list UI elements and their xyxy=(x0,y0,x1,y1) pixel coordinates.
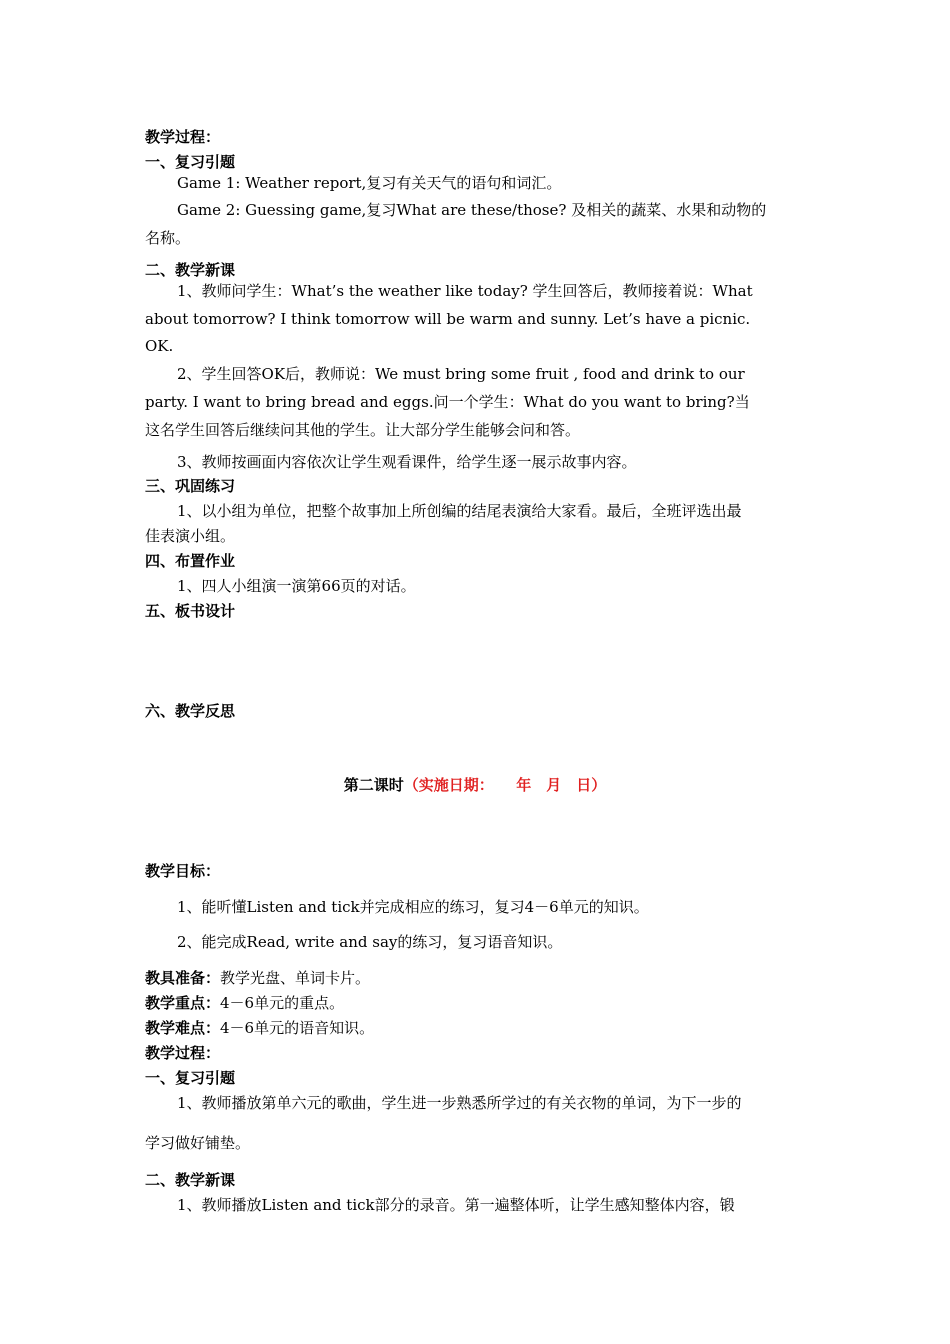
section-review-heading: 一、复习引题 xyxy=(145,153,236,171)
process-heading-2: 教学过程： xyxy=(145,1044,221,1062)
new-lesson-p1-line2: about tomorrow? I think tomorrow will be warm and sunny. Let’s have a picnic. xyxy=(145,310,751,328)
game2-text-line2: 名称。 xyxy=(145,229,191,247)
new-lesson-p1-line1: 1、教师问学生：What’s the weather like today? 学生回答后，教师接着说：What xyxy=(177,282,753,300)
game1-text: Game 1: Weather report,复习有关天气的语句和词汇。 xyxy=(177,174,562,192)
homework-p1: 1、四人小组演一演第66页的对话。 xyxy=(177,577,416,595)
new-lesson-p3: 3、教师按画面内容依次让学生观看课件，给学生逐一展示故事内容。 xyxy=(177,453,637,471)
practice-p1-line1: 1、以小组为单位，把整个故事加上所创编的结尾表演给大家看。最后，全班评选出最 xyxy=(177,502,742,520)
new-lesson-p1-line3: OK. xyxy=(145,337,174,355)
practice-p1-line2: 佳表演小组。 xyxy=(145,527,236,545)
new-lesson-2-p1: 1、教师播放Listen and tick部分的录音。第一遍整体听，让学生感知整体内容，锻 xyxy=(177,1196,735,1214)
new-lesson-p2-line1: 2、学生回答OK后，教师说：We must bring some fruit , food and drink to our xyxy=(177,365,745,383)
section-new-lesson-heading-2: 二、教学新课 xyxy=(145,1171,236,1189)
new-lesson-p2-line3: 这名学生回答后继续问其他的学生。让大部分学生能够会问和答。 xyxy=(145,421,581,439)
game2-text-line1: Game 2: Guessing game,复习What are these/those? 及相关的蔬菜、水果和动物的 xyxy=(177,201,767,219)
section-homework-heading: 四、布置作业 xyxy=(145,552,236,570)
lesson2-title xyxy=(0,775,950,795)
prep-line xyxy=(145,968,370,988)
key-point-line xyxy=(145,993,344,1013)
goal-1: 1、能听懂Listen and tick并完成相应的练习，复习4－6单元的知识。 xyxy=(177,898,649,916)
key-point-label: 教学重点： xyxy=(145,994,221,1012)
review-p1-line1: 1、教师播放第单六元的歌曲，学生进一步熟悉所学过的有关衣物的单词，为下一步的 xyxy=(177,1094,742,1112)
section-board-design-heading: 五、板书设计 xyxy=(145,602,236,620)
goal-2: 2、能完成Read, write and say的练习，复习语音知识。 xyxy=(177,933,563,951)
review-p1-line2: 学习做好铺垫。 xyxy=(145,1134,251,1152)
difficulty-label: 教学难点： xyxy=(145,1019,221,1037)
section-practice-heading: 三、巩固练习 xyxy=(145,477,236,495)
process-heading: 教学过程： xyxy=(145,128,221,146)
prep-label: 教具准备： xyxy=(145,969,221,987)
difficulty-value: 4－6单元的语音知识。 xyxy=(220,1019,375,1037)
key-point-value: 4－6单元的重点。 xyxy=(220,994,345,1012)
lesson2-title-main: 第二课时 xyxy=(343,776,404,794)
section-review-heading-2: 一、复习引题 xyxy=(145,1069,236,1087)
difficulty-line xyxy=(145,1018,374,1038)
lesson2-title-date: （实施日期： 年 月 日） xyxy=(403,776,607,794)
new-lesson-p2-line2: party. I want to bring bread and eggs.问一个学生：What do you want to bring?当 xyxy=(145,393,750,411)
prep-value: 教学光盘、单词卡片。 xyxy=(220,969,371,987)
section-new-lesson-heading: 二、教学新课 xyxy=(145,261,236,279)
goals-heading: 教学目标： xyxy=(145,862,221,880)
section-reflection-heading: 六、教学反思 xyxy=(145,702,236,720)
